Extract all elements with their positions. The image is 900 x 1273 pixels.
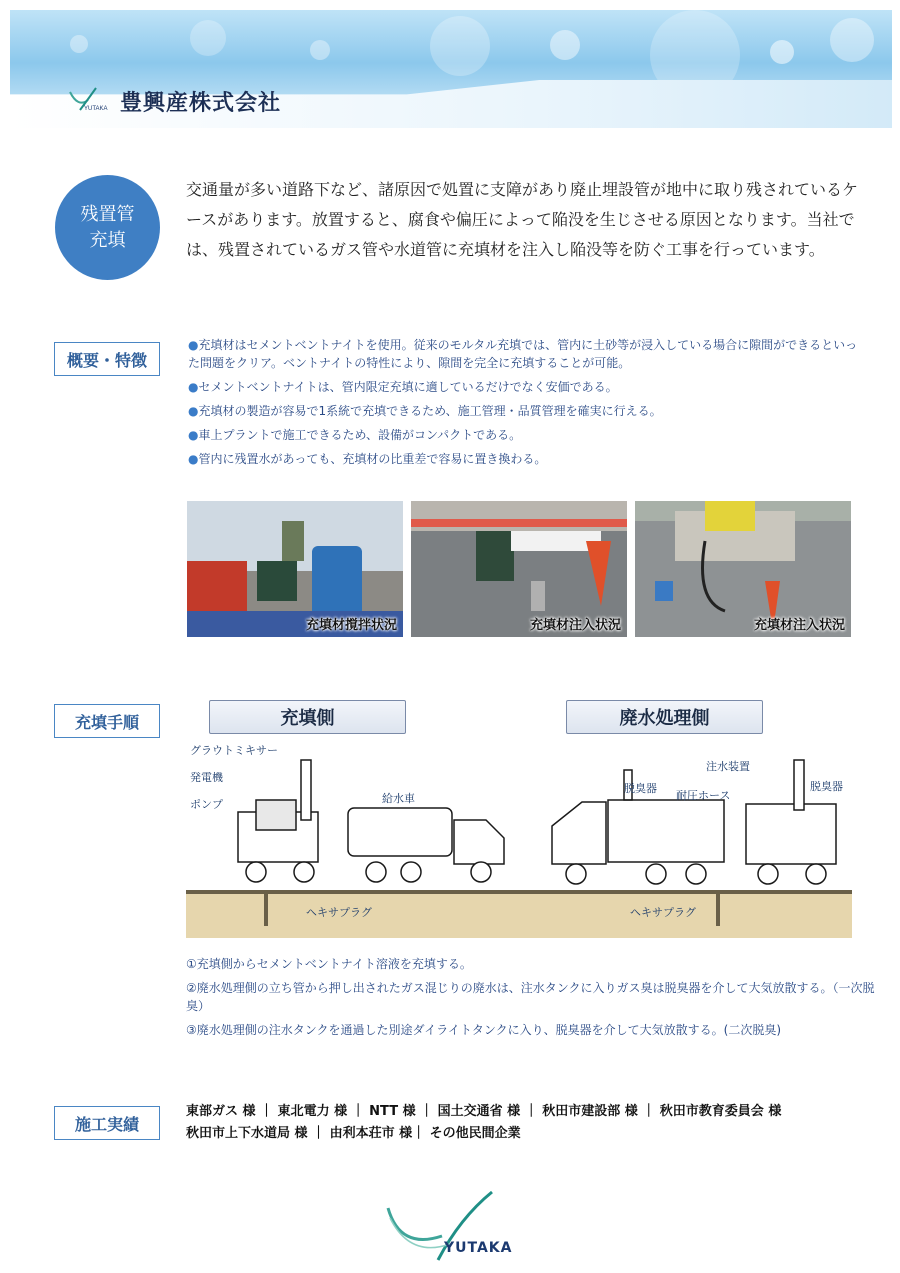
- label-deodorizer-left: 脱臭器: [624, 782, 657, 795]
- overview-item-text: 充填材はセメントベントナイトを使用。従来のモルタル充填では、管内に土砂等が浸入している場合に隙間ができるといった問題をクリア。ベントナイトの特性により、隙間を完全に充填することが可能。: [188, 338, 858, 370]
- label-grout-mixer: グラウトミキサー: [190, 744, 278, 757]
- fill-side-title: 充填側: [209, 700, 406, 734]
- overview-item-text: 充填材の製造が容易で1系統で充填できるため、施工管理・品質管理を確実に行える。: [198, 404, 662, 418]
- ground-layer: [186, 892, 852, 938]
- bullet-icon: ●: [188, 452, 199, 466]
- overview-item: [188, 336, 868, 372]
- procedure-diagram: [186, 740, 852, 940]
- waste-side-title: 廃水処理側: [566, 700, 763, 734]
- intro-circle-badge: [55, 175, 160, 280]
- water-truck: [348, 808, 504, 882]
- bullet-icon: ●: [188, 428, 199, 442]
- photo-caption: 充填材注入状況: [753, 618, 845, 633]
- procedure-label: 充填手順: [54, 704, 160, 738]
- label-generator: 発電機: [190, 771, 223, 784]
- logo-small-text: YUTAKA: [84, 106, 108, 112]
- overview-label: 概要・特徴: [54, 342, 160, 376]
- right-plug: [716, 890, 720, 926]
- label-injection-device: 注水装置: [706, 760, 750, 773]
- mixer-truck: [238, 760, 318, 882]
- company-name: 豊興産株式会社: [120, 91, 282, 116]
- label-water-truck: 給水車: [382, 792, 415, 805]
- photo-caption: 充填材注入状況: [529, 618, 621, 633]
- procedure-step: ③廃水処理側の注水タンクを通過した別途ダイライトタンクに入り、脱臭器を介して大気放散する。(二次脱臭): [186, 1023, 782, 1037]
- label-hexa-plug-left: ヘキサプラグ: [306, 906, 372, 919]
- left-plug: [264, 890, 268, 926]
- results-label: 施工実績: [54, 1106, 160, 1140]
- bullet-icon: ●: [188, 380, 199, 394]
- bullet-icon: ●: [188, 404, 199, 418]
- overview-item: [188, 426, 868, 444]
- overview-item: [188, 378, 868, 396]
- overview-item: [188, 450, 868, 468]
- results-line2: 秋田市上下水道局 様 ｜ 由利本荘市 様｜ その他民間企業: [186, 1126, 521, 1141]
- label-deodorizer-right: 脱臭器: [810, 780, 843, 793]
- yutaka-logo-small: [66, 86, 116, 112]
- photo-injection-2: [635, 501, 851, 637]
- intro-circle-line1: 残置管: [80, 203, 135, 225]
- photo-injection-1: [411, 501, 627, 637]
- overview-item: [188, 402, 868, 420]
- intro-circle-line2: 充填: [89, 229, 126, 251]
- photo-mixing: [187, 501, 403, 637]
- procedure-step: ②廃水処理側の立ち管から押し出されたガス混じりの廃水は、注水タンクに入りガス臭は脱臭器を介して大気放散する。（一次脱臭）: [186, 981, 875, 1013]
- bullet-icon: ●: [188, 338, 199, 352]
- procedure-steps: [186, 955, 876, 1045]
- overview-item-text: 管内に残置水があっても、充填材の比重差で容易に置き換わる。: [198, 452, 547, 466]
- footer-logo-text: YUTAKA: [444, 1240, 513, 1256]
- procedure-step: ①充填側からセメントベントナイト溶液を充填する。: [186, 957, 472, 971]
- results-line1: 東部ガス 様 ｜ 東北電力 様 ｜ NTT 様 ｜ 国土交通省 様 ｜ 秋田市建設部 様 ｜ 秋田市教育委員会 様: [186, 1104, 782, 1119]
- intro-text: 交通量が多い道路下など、諸原因で処置に支障があり廃止埋設管が地中に取り残されているケースがあります。放置すると、腐食や偏圧によって陥没を生じさせる原因となります。当社では、残置されているガス管や水道管に充填材を注入し陥没等を防ぐ工事を行っています。: [186, 180, 859, 259]
- label-pump: ポンプ: [190, 798, 223, 811]
- pipe-top-line: [186, 890, 852, 894]
- label-pressure-hose: 耐圧ホース: [676, 789, 731, 802]
- results-list: [186, 1101, 876, 1145]
- overview-item-text: セメントベントナイトは、管内限定充填に適しているだけでなく安価である。: [198, 380, 618, 394]
- label-hexa-plug-right: ヘキサプラグ: [630, 906, 696, 919]
- overview-item-text: 車上プラントで施工できるため、設備がコンパクトである。: [198, 428, 522, 442]
- photo-caption: 充填材撹拌状況: [305, 618, 397, 633]
- overview-list: [188, 336, 868, 474]
